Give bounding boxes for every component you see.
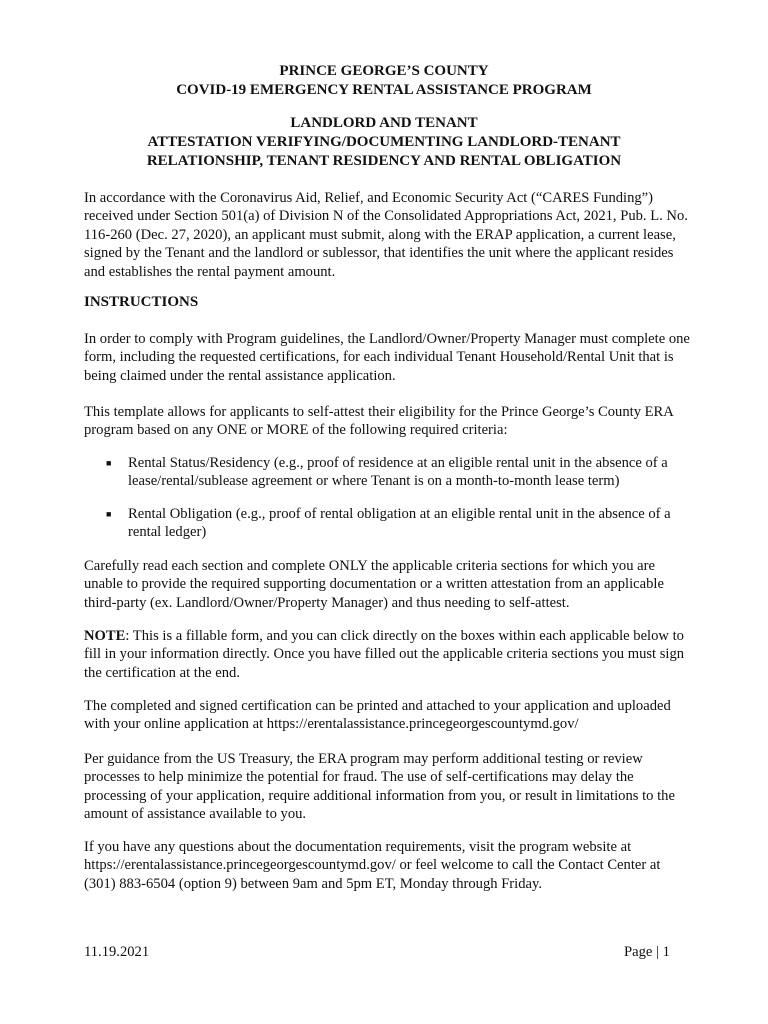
instructions-paragraph-6: Per guidance from the US Treasury, the ERA program may perform additional testing or review processes to help minimize the potential for fraud. The use of self-certifications may delay the processing of your application, require additional information from you, or result in limitations to the amount of assistance available to you. [84,751,675,823]
county-title: PRINCE GEORGE’S COUNTY [279,63,489,79]
instructions-paragraph-1: In order to comply with Program guidelines, the Landlord/Owner/Property Manager must complete one form, including the requested certifications, for each individual Tenant Household/Rental Unit that is being claimed under the rental assistance application. [84,331,690,384]
footer-date: 11.19.2021 [84,944,150,960]
footer-page-number: Page | 1 [624,944,670,960]
instructions-heading: INSTRUCTIONS [84,294,199,310]
program-title: COVID-19 EMERGENCY RENTAL ASSISTANCE PROGRAM [176,82,592,98]
instructions-paragraph-2: This template allows for applicants to self-attest their eligibility for the Prince George’s County ERA program based on any ONE or MORE of the following required criteria: [84,404,674,439]
intro-paragraph: In accordance with the Coronavirus Aid, Relief, and Economic Security Act (“CARES Funding”) received under Section 501(a) of Division N of the Consolidated Appropriations Act, 2021, Pub. L. No. 116-260 (Dec. 27, 2020), an applicant must submit, along with the ERAP application, a current lease, signed by the Tenant and the landlord or sublessor, that identifies the unit where the applicant resides and establishes the rental payment amount. [84,190,688,280]
note-label: NOTE [84,628,126,644]
attestation-title-line1: ATTESTATION VERIFYING/DOCUMENTING LANDLORD-TENANT [147,134,621,150]
instructions-paragraph-3: Carefully read each section and complete ONLY the applicable criteria sections for which you are unable to provide the required supporting documentation or a written attestation from an applicable third-party (ex. Landlord/Owner/Property Manager) and thus needing to self-attest. [84,558,664,611]
instructions-paragraph-7: If you have any questions about the documentation requirements, visit the program website at https://erentalassistance.princegeorgescountymd.gov/ or feel welcome to call the Contact Center at (301) 883-6504 (option 9) between 9am and 5pm ET, Monday through Friday. [84,839,661,892]
criteria-item-text: Rental Status/Residency (e.g., proof of residence at an eligible rental unit in the absence of a lease/rental/sublease agreement or where Tenant is on a month-to-month lease term) [128,455,668,490]
note-text: : This is a fillable form, and you can click directly on the boxes within each applicable below to fill in your information directly. Once you have filled out the applicable criteria sections you must sign the certification at the end. [84,628,685,681]
note-paragraph [84,627,694,682]
square-bullet-icon: ■ [106,458,112,468]
criteria-item-text: Rental Obligation (e.g., proof of rental obligation at an eligible rental unit in the absence of a rental ledger) [128,506,671,541]
instructions-paragraph-5: The completed and signed certification can be printed and attached to your application and uploaded with your online application at https://erentalassistance.princegeorgescountymd.gov/ [84,698,671,733]
attestation-title-line2: RELATIONSHIP, TENANT RESIDENCY AND RENTAL OBLIGATION [146,153,622,169]
square-bullet-icon: ■ [106,509,112,519]
landlord-tenant-title: LANDLORD AND TENANT [290,115,478,131]
